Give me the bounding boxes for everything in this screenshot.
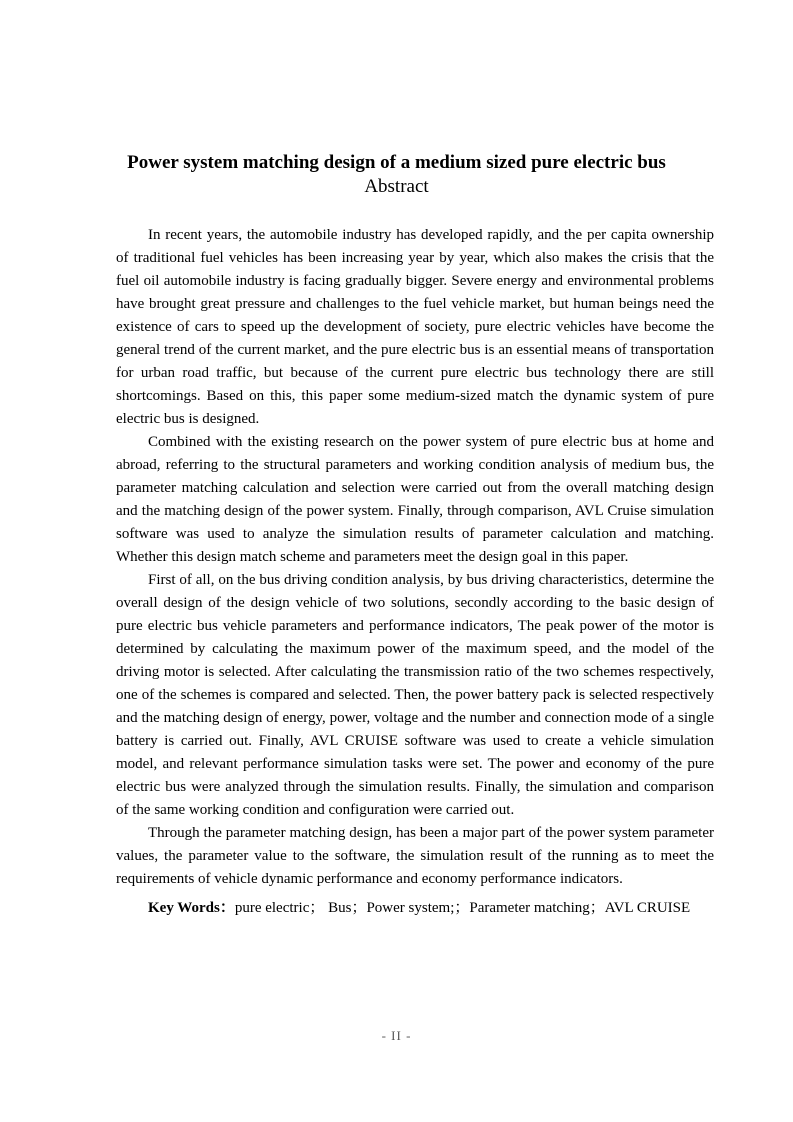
- abstract-paragraph-3: First of all, on the bus driving condition analysis, by bus driving characteristics, determine the overall design of the design vehicle of two solutions, secondly according to the basic design of pure electric bus vehicle parameters and performance indicators, The peak power of the motor is determined by calculating the maximum power of the maximum speed, and the model of the driving motor is selected. After calculating the transmission ratio of the two schemes respectively, one of the schemes is compared and selected. Then, the power battery pack is selected respectively and the matching design of energy, power, voltage and the number and connection mode of a single battery is carried out. Finally, AVL CRUISE software was used to create a vehicle simulation model, and relevant performance simulation tasks were set. The power and economy of the pure electric bus were analyzed through the simulation results. Finally, the simulation and comparison of the same working condition and configuration were carried out.: [116, 572, 714, 818]
- abstract-paragraph-1: In recent years, the automobile industry has developed rapidly, and the per capita ownership of traditional fuel vehicles has been increasing year by year, which also makes the crisis that the fuel oil automobile industry is facing gradually bigger. Severe energy and environmental problems have brought great pressure and challenges to the fuel vehicle market, but human beings need the existence of cars to speed up the development of society, pure electric vehicles have become the general trend of the current market, and the pure electric bus is an essential means of transportation for urban road traffic, but because of the current pure electric bus technology there are still shortcomings. Based on this, this paper some medium-sized match the dynamic system of pure electric bus is designed.: [116, 227, 714, 427]
- keywords-line: [116, 897, 714, 920]
- keywords-label: Key Words：: [148, 900, 235, 916]
- abstract-paragraph-2: Combined with the existing research on the power system of pure electric bus at home and abroad, referring to the structural parameters and working condition analysis of medium bus, the parameter matching calculation and selection were carried out from the overall matching design and the matching design of the power system. Finally, through comparison, AVL Cruise simulation software was used to analyze the simulation results of parameter calculation and matching. Whether this design match scheme and parameters meet the design goal in this paper.: [116, 434, 714, 565]
- keywords-text: pure electric； Bus；Power system;；Parameter matching；AVL CRUISE: [234, 900, 691, 916]
- page-number: - II -: [381, 1028, 412, 1043]
- abstract-body: [116, 224, 714, 920]
- paper-title: Power system matching design of a medium sized pure electric bus: [127, 152, 666, 173]
- abstract-heading: Abstract: [364, 176, 429, 197]
- abstract-paragraph-4: Through the parameter matching design, has been a major part of the power system parameter values, the parameter value to the software, the simulation result of the running as to meet the requirements of vehicle dynamic performance and economy performance indicators.: [116, 825, 714, 887]
